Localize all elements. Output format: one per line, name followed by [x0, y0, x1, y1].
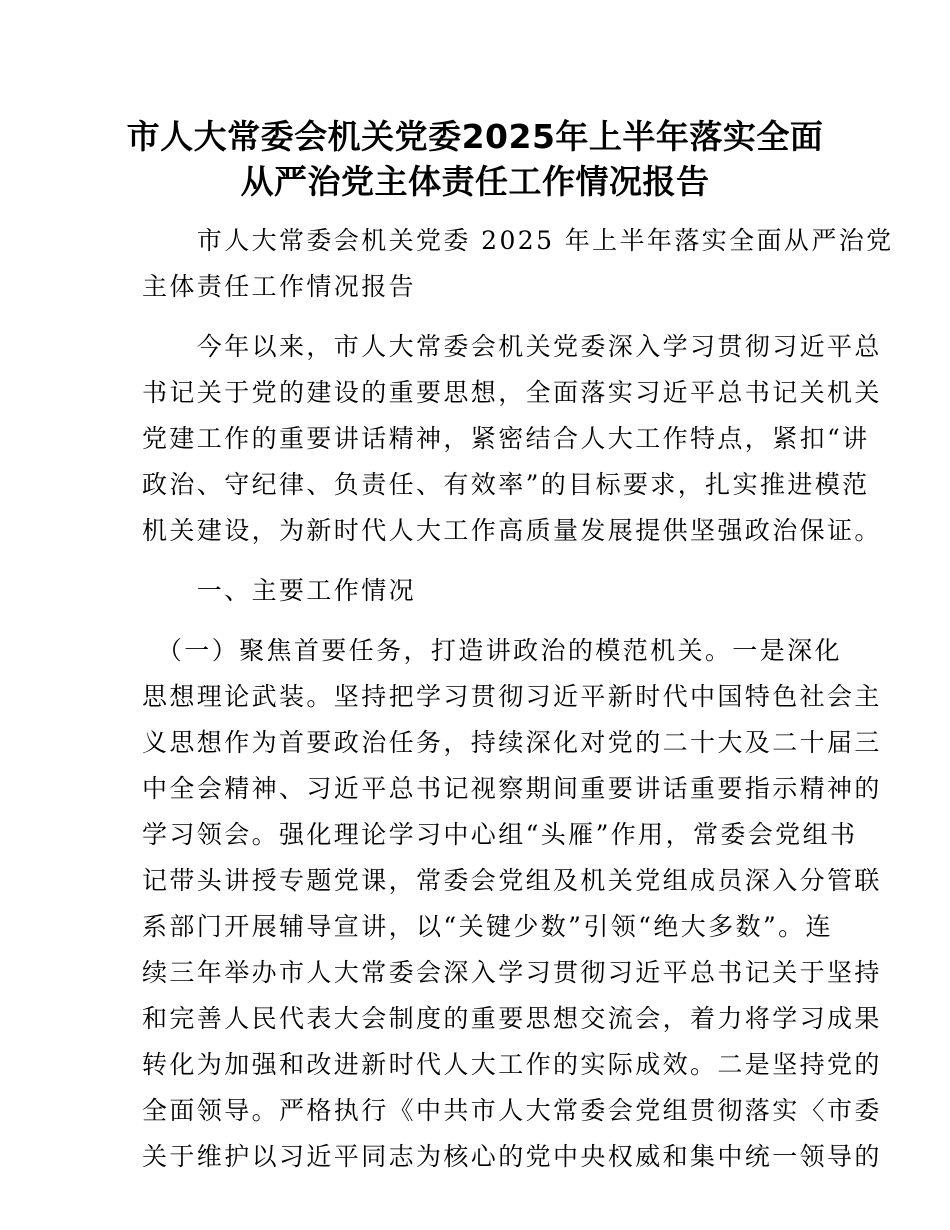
text-line: 思想理论武装。坚持把学习贯彻习近平新时代中国特色社会主 [142, 682, 882, 711]
text-line: 系部门开展辅导宣讲，以“关键少数”引领“绝大多数”。连 [142, 912, 833, 941]
text-line: 书记关于党的建设的重要思想，全面落实习近平总书记关机关 [142, 378, 882, 407]
text-line: （一）聚焦首要任务，打造讲政治的模范机关。一是深化 [142, 636, 842, 665]
subtitle-paragraph [142, 218, 894, 310]
text-line: 义思想作为首要政治任务，持续深化对党的二十大及二十届三 [142, 728, 882, 757]
text-line: 和完善人民代表大会制度的重要思想交流会，着力将学习成果 [142, 1004, 882, 1033]
text-line: 全面领导。严格执行《中共市人大常委会党组贯彻落实〈市委 [142, 1096, 882, 1125]
document-title-line-1: 市人大常委会机关党委2025年上半年落实全面 [126, 117, 824, 156]
text-line: 转化为加强和改进新时代人大工作的实际成效。二是坚持党的 [142, 1050, 882, 1079]
section-one-paragraph [142, 628, 882, 1180]
text-line: 政治、守纪律、负责任、有效率”的目标要求，扎实推进模范 [142, 470, 870, 499]
document-title-line-2: 从严治党主体责任工作情况报告 [240, 162, 710, 201]
text-line: 今年以来，市人大常委会机关党委深入学习贯彻习近平总 [142, 332, 882, 361]
text-line: 学习领会。强化理论学习中心组“头雁”作用，常委会党组书 [142, 820, 858, 849]
section-heading [142, 568, 822, 614]
text-line: 中全会精神、习近平总书记视察期间重要讲话重要指示精神的 [142, 774, 882, 803]
text-line: 机关建设，为新时代人大工作高质量发展提供坚强政治保证。 [142, 516, 882, 545]
text-line: 续三年举办市人大常委会深入学习贯彻习近平总书记关于坚持 [142, 958, 882, 987]
text-line: 一、主要工作情况 [142, 576, 417, 605]
text-line: 记带头讲授专题党课，常委会党组及机关党组成员深入分管联 [142, 866, 882, 895]
text-line: 市人大常委会机关党委 2025 年上半年落实全面从严治党 [142, 226, 894, 255]
text-line: 党建工作的重要讲话精神，紧密结合人大工作特点，紧扣“讲 [142, 424, 870, 453]
document-body [142, 218, 894, 1194]
text-line: 关于维护以习近平同志为核心的党中央权威和集中统一领导的 [142, 1142, 882, 1171]
text-line: 主体责任工作情况报告 [142, 272, 417, 301]
intro-paragraph [142, 324, 882, 554]
